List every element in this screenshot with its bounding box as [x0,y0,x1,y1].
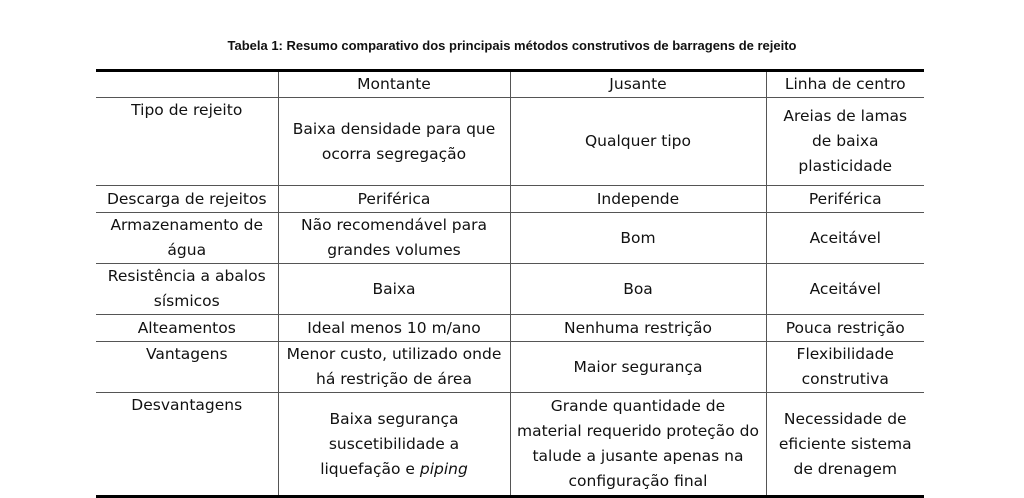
table-row [96,264,924,315]
cell-linha-de-centro: Pouca restrição [766,315,924,342]
row-label: Tipo de rejeito [96,98,278,186]
cell-montante: Ideal menos 10 m/ano [278,315,510,342]
row-label: Resistência a abalos sísmicos [96,264,278,315]
cell-jusante: Qualquer tipo [510,98,766,186]
header-cell-linha-de-centro: Linha de centro [766,71,924,98]
row-label: Vantagens [96,342,278,393]
table-row [96,98,924,186]
cell-montante: Baixa densidade para que ocorra segregação [278,98,510,186]
table-row [96,186,924,213]
cell-jusante: Bom [510,213,766,264]
cell-montante [278,393,510,497]
table-caption: Tabela 1: Resumo comparativo dos principais métodos construtivos de barragens de rejeito [227,38,797,53]
header-cell-empty [96,71,278,98]
cell-jusante: Nenhuma restrição [510,315,766,342]
header-row [96,71,924,98]
row-label: Armazenamento de água [96,213,278,264]
cell-montante: Menor custo, utilizado onde há restrição de área [278,342,510,393]
cell-linha-de-centro: Areias de lamas de baixa plasticidade [766,98,924,186]
cell-linha-de-centro: Necessidade de eficiente sistema de drenagem [766,393,924,497]
row-label: Descarga de rejeitos [96,186,278,213]
row-label: Desvantagens [96,393,278,497]
cell-jusante: Grande quantidade de material requerido proteção do talude a jusante apenas na configuração final [510,393,766,497]
cell-montante-italic: piping [419,459,468,478]
cell-jusante: Maior segurança [510,342,766,393]
cell-montante-text: Baixa segurança suscetibilidade a liquefação e [320,409,460,478]
row-label: Alteamentos [96,315,278,342]
cell-jusante: Independe [510,186,766,213]
cell-montante: Periférica [278,186,510,213]
table-row [96,315,924,342]
cell-montante: Baixa [278,264,510,315]
table-row [96,342,924,393]
header-cell-montante: Montante [278,71,510,98]
cell-montante: Não recomendável para grandes volumes [278,213,510,264]
header-cell-jusante: Jusante [510,71,766,98]
cell-jusante: Boa [510,264,766,315]
cell-linha-de-centro: Aceitável [766,264,924,315]
table-row [96,393,924,497]
table-row [96,213,924,264]
cell-linha-de-centro: Periférica [766,186,924,213]
cell-linha-de-centro: Aceitável [766,213,924,264]
cell-linha-de-centro: Flexibilidade construtiva [766,342,924,393]
comparison-table [96,69,924,498]
